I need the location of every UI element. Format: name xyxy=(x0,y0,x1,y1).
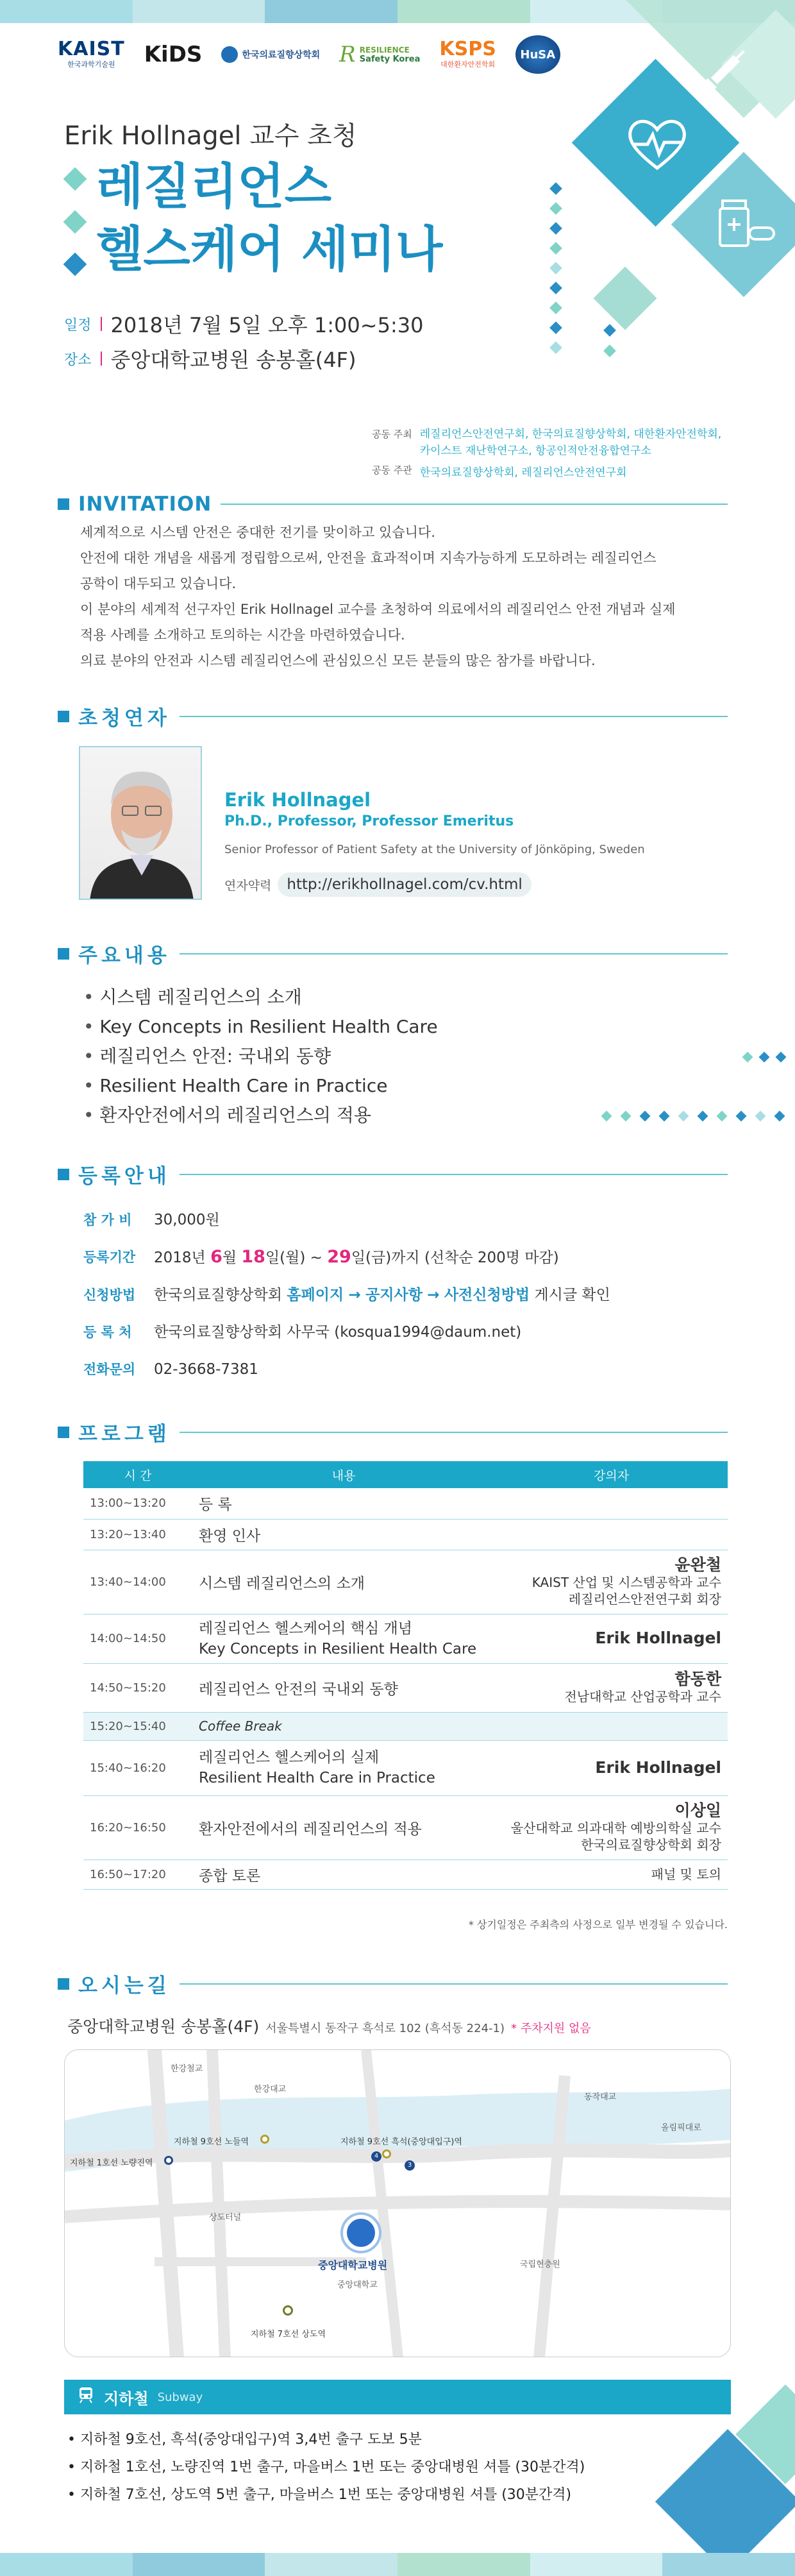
period-label: 등록기간 xyxy=(83,1250,136,1265)
map-label: 중앙대학교병원 xyxy=(318,2259,388,2271)
event-subtitle: Erik Hollnagel 교수 초청 xyxy=(64,121,357,151)
invitation-line: 세계적으로 시스템 안전은 중대한 전기를 맞이하고 있습니다. xyxy=(80,525,435,540)
resilience-logo: R RESILIENCE Safety Korea xyxy=(339,42,421,67)
list-item: • 지하철 9호선, 흑석(중앙대입구)역 3,4번 출구 도보 5분 xyxy=(67,2432,422,2448)
title-diamond xyxy=(63,167,87,191)
kids-logo: KiDS xyxy=(144,42,203,67)
reg-place-value: 한국의료질향상학회 사무국 (kosqua1994@daum.net) xyxy=(154,1324,522,1341)
date-row xyxy=(64,309,423,339)
invitation-line: 적용 사례를 소개하고 토의하는 시간을 마련하였습니다. xyxy=(80,627,405,643)
list-item: • 시스템 레질리언스의 소개 xyxy=(83,983,438,1012)
fee-row xyxy=(83,1201,610,1239)
subway-label-en: Subway xyxy=(157,2390,203,2404)
method-row xyxy=(83,1276,610,1314)
station-marker xyxy=(283,2305,293,2316)
method-value: 한국의료질향상학회 홈페이지 → 공지사항 → 사전신청방법 게시글 확인 xyxy=(154,1287,610,1303)
section-invitation xyxy=(58,493,728,516)
program-table xyxy=(83,1461,728,1890)
table-row: 13:20~13:40 환영 인사 xyxy=(83,1519,728,1550)
cohost-line: 카이스트 재난학연구소, 항공인적안전융합연구소 xyxy=(419,445,651,457)
list-item: • 지하철 7호선, 상도역 5번 출구, 마을버스 1번 또는 중앙대병원 셔틀 (30분간격) xyxy=(67,2487,572,2503)
organizer-label: 공동 주관 xyxy=(372,464,412,476)
table-row: 14:00~14:50 레질리언스 헬스케어의 핵심 개념 Key Concepts in Resilient Health Care Erik Hollnagel xyxy=(83,1614,728,1663)
bottom-color-bar xyxy=(0,2553,795,2576)
table-row: 16:20~16:50 환자안전에서의 레질리언스의 적용 이상일 울산대학교 의과대학 예방의학실 교수 한국의료질향상학회 회장 xyxy=(83,1795,728,1860)
event-place: 중앙대학교병원 송봉홀(4F) xyxy=(110,348,356,372)
reg-place-label: 등 록 처 xyxy=(83,1325,132,1340)
event-title-line2: 헬스케어 세미나 xyxy=(96,221,443,278)
invitation-line: 이 분야의 세계적 선구자인 Erik Hollnagel 교수를 초청하여 의료에서의 레질리언스 안전 개념과 실제 xyxy=(80,602,676,617)
map-label: 지하철 9호선 노들역 xyxy=(174,2137,249,2147)
station-marker xyxy=(164,2156,173,2165)
section-title: INVITATION xyxy=(78,493,212,516)
venue-address: 서울특별시 동작구 흑석로 102 (흑석동 224-1) xyxy=(265,2022,505,2035)
pill-bottle-icon xyxy=(708,189,779,260)
col-content: 내용 xyxy=(192,1461,495,1488)
syringe-icon xyxy=(699,38,757,96)
table-row: 14:50~15:20 레질리언스 안전의 국내외 동향 함동한 전남대학교 산업공학과 교수 xyxy=(83,1663,728,1712)
invitation-line: 안전에 대한 개념을 새롭게 정립함으로써, 안전을 효과적이며 지속가능하게 도모하려는 레질리언스 xyxy=(80,550,657,566)
section-program xyxy=(58,1418,728,1446)
period-row xyxy=(83,1239,610,1276)
location-map xyxy=(64,2049,731,2357)
fee-label: 참 가 비 xyxy=(83,1212,132,1228)
registration-info xyxy=(83,1201,610,1388)
speaker-name: Erik Hollnagel xyxy=(224,789,371,811)
title-diamond xyxy=(63,253,87,276)
organizer-names: 한국의료질향상학회, 레질리언스안전연구회 xyxy=(419,466,627,479)
logo-row xyxy=(58,35,560,74)
phone-value: 02-3668-7381 xyxy=(154,1361,258,1378)
section-directions xyxy=(58,1969,728,1998)
subway-icon xyxy=(77,2386,95,2408)
cv-label: 연자약력 xyxy=(224,878,272,893)
table-row: 16:50~17:20 종합 토론 패널 및 토의 xyxy=(83,1860,728,1889)
venue-row xyxy=(67,2014,591,2037)
section-title: 등록안내 xyxy=(78,1165,171,1188)
program-note: * 상기일정은 주최측의 사정으로 일부 변경될 수 있습니다. xyxy=(468,1919,728,1931)
map-label: 올림픽대로 xyxy=(661,2123,701,2133)
directions-list xyxy=(67,2426,585,2509)
list-item: • 지하철 1호선, 노량진역 1번 출구, 마을버스 1번 또는 중앙대병원 셔틀 (30분간격) xyxy=(67,2459,585,2475)
map-label: 동작대교 xyxy=(584,2092,617,2102)
exit-marker: 3 xyxy=(405,2160,415,2171)
map-label: 지하철 7호선 상도역 xyxy=(251,2330,326,2339)
map-label: 지하철 9호선 흑석(중앙대입구)역 xyxy=(340,2137,462,2147)
heartbeat-icon xyxy=(622,109,692,180)
map-label: 한강철교 xyxy=(171,2064,203,2074)
section-title: 프로그램 xyxy=(78,1423,171,1446)
event-title-line1: 레질리언스 xyxy=(96,158,332,215)
list-item: • Key Concepts in Resilient Health Care xyxy=(83,1012,438,1042)
list-item: • 환자안전에서의 레질리언스의 적용 xyxy=(83,1101,438,1130)
section-title: 오시는길 xyxy=(78,1974,171,1997)
speaker-cv-row xyxy=(224,872,531,897)
table-row: 15:20~15:40 Coffee Break xyxy=(83,1712,728,1740)
map-label: 지하철 1호선 노량진역 xyxy=(70,2158,153,2168)
place-label: 장소 xyxy=(64,352,92,368)
col-speaker: 강의자 xyxy=(495,1461,728,1488)
event-date: 2018년 7월 5일 오후 1:00~5:30 xyxy=(110,313,424,337)
invitation-line: 의료 분야의 안전과 시스템 레질리언스에 관심있으신 모든 분들의 많은 참가를 바랍니다. xyxy=(80,653,596,668)
col-time: 시 간 xyxy=(83,1461,192,1488)
map-label: 한강대교 xyxy=(254,2085,287,2094)
phone-label: 전화문의 xyxy=(83,1362,136,1377)
speaker-photo xyxy=(79,746,202,900)
list-item: • 레질리언스 안전: 국내외 동향 xyxy=(83,1042,438,1071)
table-row: 15:40~16:20 레질리언스 헬스케어의 실제 Resilient Health Care in Practice Erik Hollnagel xyxy=(83,1740,728,1795)
section-speaker xyxy=(58,702,728,731)
table-row: 13:00~13:20 등 록 xyxy=(83,1488,728,1519)
cohost-label: 공동 주최 xyxy=(372,428,412,440)
invitation-text xyxy=(80,520,721,674)
place-row xyxy=(64,344,356,373)
ksps-logo: KSPS 대한환자안전학회 xyxy=(439,38,496,69)
period-value: 2018년 6월 18일(월) ~ 29일(금)까지 (선착순 200명 마감) xyxy=(154,1247,559,1267)
section-title: 주요내용 xyxy=(78,944,171,967)
station-marker xyxy=(260,2135,269,2144)
station-marker xyxy=(382,2149,391,2158)
date-label: 일정 xyxy=(64,317,92,334)
map-label: 상도터널 xyxy=(209,2213,242,2223)
organizer-block xyxy=(372,463,627,479)
map-label: 중앙대학교 xyxy=(337,2280,378,2290)
fee-value: 30,000원 xyxy=(154,1212,220,1228)
kaist-logo: KAIST 한국과학기술원 xyxy=(58,38,125,69)
section-contents xyxy=(58,939,728,968)
speaker-position: Senior Professor of Patient Safety at the University of Jönköping, Sweden xyxy=(224,843,645,856)
phone-row xyxy=(83,1351,610,1388)
list-item: • Resilient Health Care in Practice xyxy=(83,1071,438,1101)
section-title: 초청연자 xyxy=(78,707,171,730)
subway-label: 지하철 xyxy=(104,2389,149,2408)
venue-name: 중앙대학교병원 송봉홀(4F) xyxy=(67,2017,260,2036)
exit-marker: 4 xyxy=(371,2151,381,2162)
method-label: 신청방법 xyxy=(83,1287,136,1303)
title-diamond xyxy=(63,210,87,234)
contents-list xyxy=(83,983,438,1130)
map-label: 국립현충원 xyxy=(520,2260,560,2269)
husa-logo: HuSA xyxy=(515,35,560,74)
subway-bar xyxy=(64,2380,731,2414)
parking-note: * 주차지원 없음 xyxy=(511,2022,591,2035)
cv-link[interactable]: http://erikhollnagel.com/cv.html xyxy=(278,872,531,897)
speaker-degree: Ph.D., Professor, Professor Emeritus xyxy=(224,813,514,829)
table-header-row xyxy=(83,1461,728,1488)
section-registration xyxy=(58,1160,728,1189)
cohost-block xyxy=(372,426,721,459)
reg-place-row xyxy=(83,1314,610,1351)
kosqua-logo: 한국의료질향상학회 xyxy=(221,46,320,63)
table-row: 13:40~14:00 시스템 레질리언스의 소개 윤완철 KAIST 산업 및 시스템공학과 교수 레질리언스안전연구회 회장 xyxy=(83,1550,728,1614)
cohost-line: 레질리언스안전연구회, 한국의료질향상학회, 대한환자안전학회, xyxy=(419,428,722,441)
invitation-line: 공학이 대두되고 있습니다. xyxy=(80,576,237,591)
